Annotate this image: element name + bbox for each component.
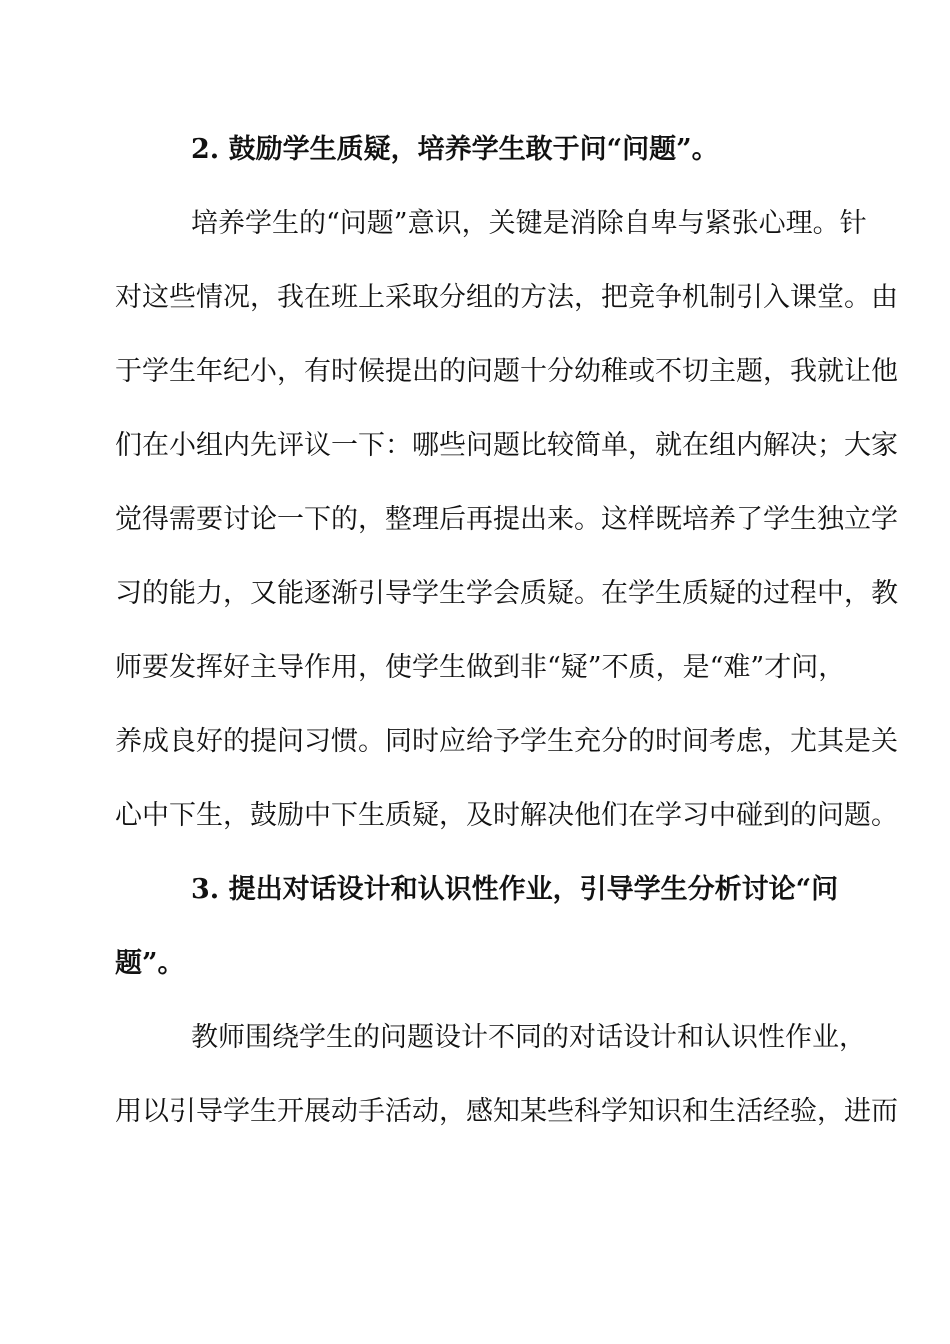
paragraph-line: 培养学生的“问题”意识，关键是消除自卑与紧张心理。针 [191,208,867,239]
section-3-heading: 3. 提出对话设计和认识性作业，引导学生分析讨论“问 [191,874,839,905]
paragraph-line: 觉得需要讨论一下的，整理后再提出来。这样既培养了学生独立学 [115,504,898,535]
paragraph-line: 师要发挥好主导作用，使学生做到非“疑”不质，是“难”才问， [115,652,846,683]
paragraph-line: 心中下生，鼓励中下生质疑，及时解决他们在学习中碰到的问题。 [115,800,898,831]
document-body [115,122,898,1158]
paragraph-line: 于学生年纪小，有时候提出的问题十分幼稚或不切主题，我就让他 [115,356,898,387]
section-2-heading: 2. 鼓励学生质疑，培养学生敢于问“问题”。 [191,134,719,165]
paragraph-line: 们在小组内先评议一下：哪些问题比较简单，就在组内解决；大家 [115,430,898,461]
paragraph-line: 习的能力，又能逐渐引导学生学会质疑。在学生质疑的过程中，教 [115,578,898,609]
paragraph-line: 教师围绕学生的问题设计不同的对话设计和认识性作业， [191,1022,866,1053]
paragraph-line: 用以引导学生开展动手活动，感知某些科学知识和生活经验，进而 [115,1096,898,1127]
paragraph-line: 养成良好的提问习惯。同时应给予学生充分的时间考虑，尤其是关 [115,726,898,757]
section-3-heading-continued: 题”。 [115,948,185,979]
paragraph-line: 对这些情况，我在班上采取分组的方法，把竞争机制引入课堂。由 [115,282,898,313]
